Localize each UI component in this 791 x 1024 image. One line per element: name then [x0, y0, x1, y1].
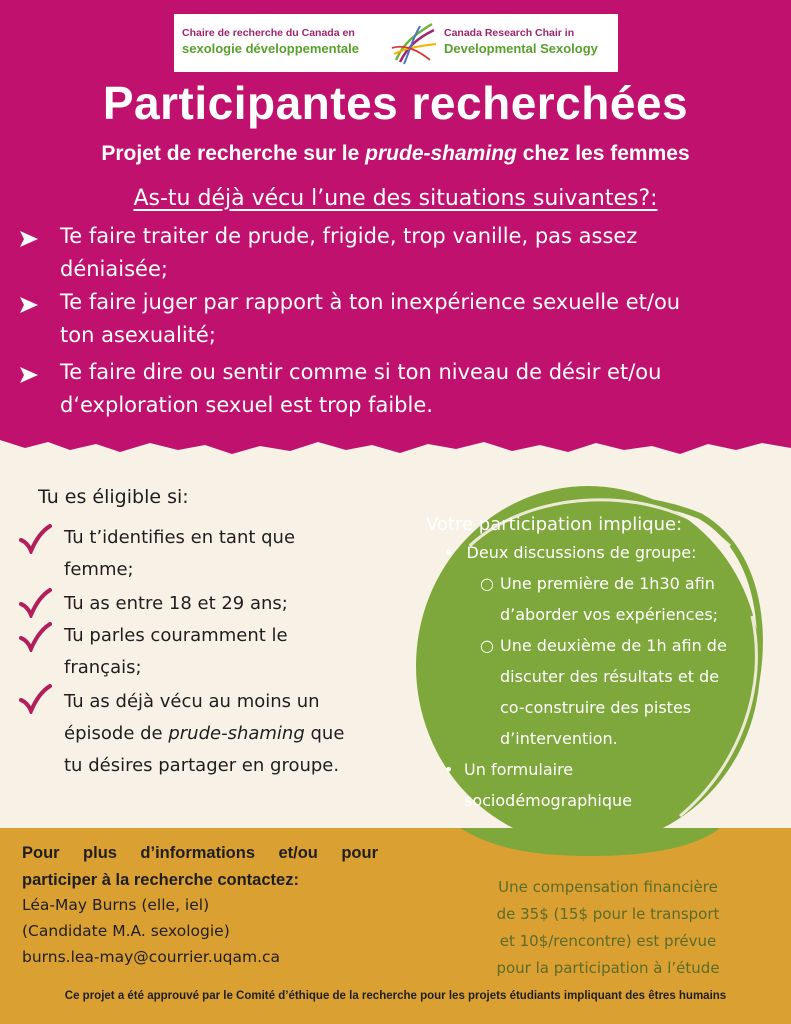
- eligibility-3-line1: Tu parles couramment le: [64, 625, 288, 646]
- contact-email-link[interactable]: burns.lea-may@courrier.uqam.ca: [22, 948, 281, 966]
- situation-3-line2: d‘exploration sexuel est trop faible.: [60, 393, 433, 417]
- page-title: Participantes recherchées: [102, 77, 689, 129]
- eligibility-1-line1: Tu t’identifies en tant que: [64, 527, 296, 548]
- participation-title: Votre participation implique:: [426, 514, 683, 535]
- eligibility-item: [64, 686, 374, 782]
- logo-text-french: [182, 28, 359, 55]
- compensation-line1: Une compensation financière: [498, 878, 718, 896]
- contact-role: (Candidate M.A. sexologie): [22, 922, 230, 940]
- participation-sub-1: [480, 568, 718, 630]
- circle-bullet-icon: ○: [480, 574, 494, 593]
- compensation-line4: pour la participation à l’étude: [496, 959, 720, 977]
- participation-sub-2-line1: Une deuxième de 1h afin de: [500, 636, 727, 655]
- compensation-text: [458, 874, 758, 982]
- bullet-dot: •: [444, 543, 454, 562]
- participation-sub-1-line1: Une première de 1h30 afin: [500, 574, 715, 593]
- logo-fr-line2: sexologie développementale: [182, 40, 360, 56]
- participation-bullet-2-line1: Un formulaire: [464, 760, 574, 779]
- logo-swirl-icon: [390, 20, 438, 66]
- situation-2-line2: ton asexualité;: [60, 323, 216, 347]
- compensation-line3: et 10$/rencontre) est prévue: [499, 932, 717, 950]
- ethics-footer: Ce projet a été approuvé par le Comité d’éthique de la recherche pour les projets étudiants impliquant des êtres humains: [64, 990, 727, 1002]
- contact-heading-line1: Pour plus d’informations et/ou pour: [22, 844, 378, 862]
- contact-heading: [22, 840, 378, 894]
- eligibility-4-line1: Tu as déjà vécu au moins un: [64, 691, 320, 712]
- compensation-line2: de 35$ (15$ pour le transport: [496, 905, 720, 923]
- situation-3-line1: Te faire dire ou sentir comme si ton niveau de désir et/ou: [60, 360, 662, 384]
- eligibility-4-line2: [64, 718, 374, 750]
- participation-bullet-2: [444, 754, 632, 816]
- participation-sub-2-line2: discuter des résultats et de: [500, 667, 720, 686]
- bullet-dot: •: [444, 760, 454, 779]
- eligibility-1-line2: femme;: [64, 559, 134, 580]
- participation-sub-1-line2: d’aborder vos expériences;: [500, 605, 719, 624]
- situation-1-line2: déniaisée;: [60, 257, 168, 281]
- participation-sub-2-line4: d’intervention.: [500, 729, 618, 748]
- eligibility-2-line1: Tu as entre 18 et 29 ans;: [64, 593, 288, 614]
- question-heading: As-tu déjà vécu l’une des situations suivantes?:: [133, 186, 658, 211]
- logo-fr-line1: Chaire de recherche du Canada en: [182, 27, 355, 39]
- circle-overlap: [400, 828, 776, 858]
- participation-sub-2: [480, 630, 727, 754]
- eligibility-3-line2: français;: [64, 657, 142, 678]
- arrow-bullet-icon: [18, 366, 40, 384]
- logo-en-line1: Canada Research Chair in: [444, 27, 575, 39]
- situation-item: [60, 286, 775, 352]
- participation-bullet-2-line2: sociodémographique: [464, 791, 632, 810]
- circle-bullet-icon: ○: [480, 636, 494, 655]
- eligibility-4-line2-before: épisode de: [64, 723, 169, 744]
- eligibility-4-line2-after: que: [304, 723, 345, 744]
- logo-en-line2: Developmental Sexology: [444, 40, 598, 56]
- eligibility-item: [64, 588, 364, 620]
- checkmark-icon: [18, 684, 52, 714]
- situation-1-line1: Te faire traiter de prude, frigide, trop vanille, pas assez: [60, 224, 638, 248]
- eligibility-item: [64, 620, 364, 684]
- checkmark-icon: [18, 622, 52, 652]
- subtitle-before: Projet de recherche sur le: [101, 142, 366, 165]
- logo-banner: [174, 14, 618, 72]
- participation-bullet-1-label: Deux discussions de groupe:: [466, 543, 697, 562]
- checkmark-icon: [18, 524, 52, 554]
- eligibility-title: Tu es éligible si:: [38, 486, 189, 508]
- logo-text-english: [444, 28, 598, 55]
- page-subtitle: [0, 142, 791, 166]
- arrow-bullet-icon: [18, 296, 40, 314]
- situation-item: [60, 356, 775, 422]
- situation-item: [60, 220, 775, 286]
- checkmark-icon: [18, 588, 52, 618]
- situation-2-line1: Te faire juger par rapport à ton inexpérience sexuelle et/ou: [60, 290, 681, 314]
- subtitle-after: chez les femmes: [516, 142, 690, 165]
- contact-name: Léa-May Burns (elle, iel): [22, 896, 210, 914]
- eligibility-item: [64, 522, 364, 586]
- participation-sub-2-line3: co-construire des pistes: [500, 698, 692, 717]
- subtitle-emphasis: prude-shaming: [365, 142, 517, 165]
- contact-heading-line2: participer à la recherche contactez:: [22, 871, 299, 889]
- eligibility-4-emphasis: prude-shaming: [168, 723, 305, 744]
- arrow-bullet-icon: [18, 230, 40, 248]
- participation-bullet-1: [444, 537, 697, 568]
- eligibility-4-line3: tu désires partager en groupe.: [64, 755, 340, 776]
